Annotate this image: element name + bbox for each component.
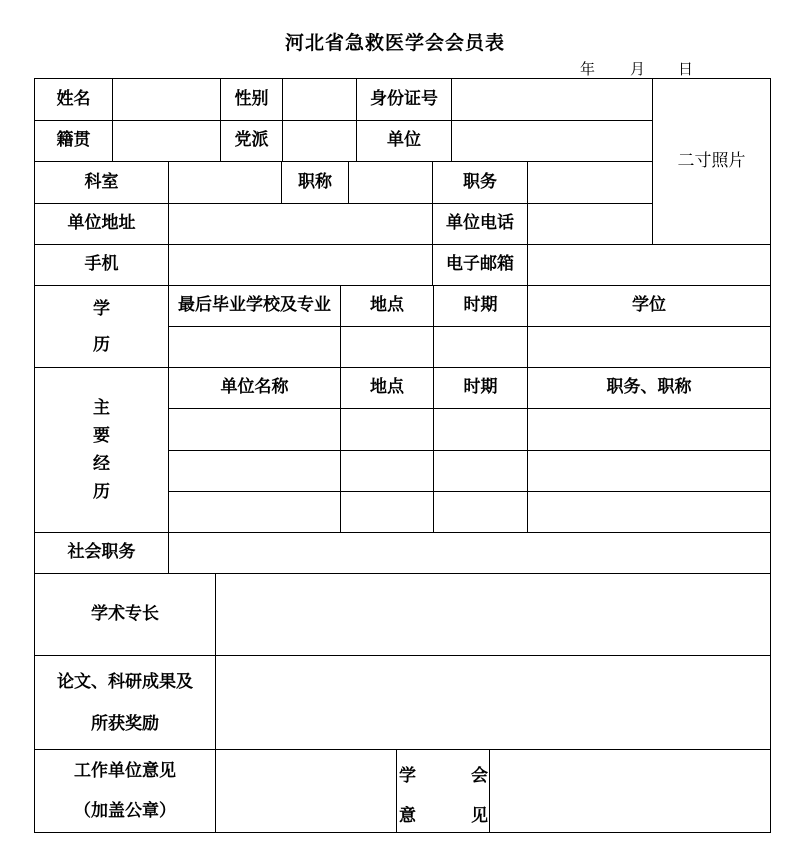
label-society-opinion-char: 会 bbox=[471, 766, 488, 786]
label-papers-line: 论文、科研成果及 bbox=[57, 671, 193, 692]
label-education bbox=[35, 286, 168, 367]
society-opinion-field[interactable] bbox=[490, 750, 770, 832]
label-title-rank: 职称 bbox=[298, 171, 332, 192]
edu-header-period: 时期 bbox=[463, 295, 498, 316]
exp-header-position: 职务、职称 bbox=[606, 377, 692, 398]
label-party: 党派 bbox=[234, 130, 269, 151]
unit-field[interactable] bbox=[452, 121, 652, 161]
label-experience-char: 经 bbox=[93, 454, 110, 474]
label-gender: 性别 bbox=[234, 88, 269, 109]
label-unit-opinion-line: 工作单位意见 bbox=[74, 761, 176, 781]
edu-degree-field[interactable] bbox=[528, 327, 770, 367]
label-academic-specialty: 学术专长 bbox=[91, 603, 159, 624]
experience-row-2[interactable] bbox=[169, 451, 770, 491]
exp-header-unit-name: 单位名称 bbox=[220, 377, 289, 398]
form-title: 河北省急救医学会会员表 bbox=[284, 32, 505, 54]
edu-header-location: 地点 bbox=[370, 295, 404, 316]
papers-awards-field[interactable] bbox=[216, 656, 770, 749]
unit-address-field[interactable] bbox=[169, 204, 432, 244]
label-experience-char: 历 bbox=[93, 482, 110, 502]
position-field[interactable] bbox=[528, 162, 652, 203]
rule bbox=[34, 832, 771, 833]
label-society-opinion-char: 学 bbox=[399, 766, 416, 786]
label-email: 电子邮箱 bbox=[446, 254, 514, 275]
label-department: 科室 bbox=[84, 171, 119, 192]
date-year-label: 年 bbox=[580, 60, 596, 78]
label-experience-char: 要 bbox=[93, 426, 110, 446]
experience-row-3[interactable] bbox=[169, 492, 770, 532]
mobile-field[interactable] bbox=[169, 245, 432, 285]
label-papers-awards bbox=[35, 656, 215, 749]
label-unit-phone: 单位电话 bbox=[446, 213, 514, 234]
native-place-field[interactable] bbox=[113, 121, 220, 161]
label-unit-opinion-line: （加盖公章） bbox=[74, 801, 176, 821]
email-field[interactable] bbox=[528, 245, 770, 285]
edu-header-school: 最后毕业学校及专业 bbox=[178, 295, 331, 316]
party-field[interactable] bbox=[283, 121, 356, 161]
exp-header-location: 地点 bbox=[370, 377, 404, 398]
date-day-label: 日 bbox=[678, 60, 694, 78]
label-papers-line: 所获奖励 bbox=[91, 713, 159, 734]
label-position: 职务 bbox=[463, 171, 497, 192]
unit-opinion-field[interactable] bbox=[216, 750, 396, 832]
gender-field[interactable] bbox=[283, 79, 356, 120]
date-month-label: 月 bbox=[630, 60, 646, 78]
label-native-place: 籍贯 bbox=[56, 130, 91, 151]
label-experience bbox=[35, 368, 168, 532]
label-id-number: 身份证号 bbox=[370, 88, 438, 109]
edu-period-field[interactable] bbox=[434, 327, 527, 367]
edu-school-field[interactable] bbox=[169, 327, 340, 367]
edu-header-degree: 学位 bbox=[632, 295, 666, 316]
label-mobile: 手机 bbox=[84, 254, 119, 275]
label-unit-address: 单位地址 bbox=[67, 213, 136, 234]
id-number-field[interactable] bbox=[452, 79, 652, 120]
name-field[interactable] bbox=[113, 79, 220, 120]
label-unit-opinion bbox=[35, 750, 215, 832]
department-field[interactable] bbox=[169, 162, 281, 203]
label-society-opinion-char: 意 bbox=[399, 806, 416, 826]
label-education-char: 历 bbox=[93, 334, 110, 355]
rule bbox=[396, 749, 397, 833]
label-society-opinion-char: 见 bbox=[471, 806, 488, 826]
label-social-position: 社会职务 bbox=[67, 542, 136, 563]
photo-placeholder[interactable]: 二寸照片 bbox=[677, 150, 746, 171]
title-rank-field[interactable] bbox=[349, 162, 432, 203]
label-unit: 单位 bbox=[387, 130, 421, 151]
edu-location-field[interactable] bbox=[341, 327, 433, 367]
social-position-field[interactable] bbox=[169, 533, 770, 573]
exp-header-period: 时期 bbox=[463, 377, 498, 398]
rule bbox=[770, 78, 771, 833]
label-experience-char: 主 bbox=[93, 398, 110, 418]
label-name: 姓名 bbox=[56, 88, 91, 109]
unit-phone-field[interactable] bbox=[528, 204, 652, 244]
experience-row-1[interactable] bbox=[169, 409, 770, 450]
label-education-char: 学 bbox=[93, 298, 110, 319]
academic-specialty-field[interactable] bbox=[216, 574, 770, 655]
